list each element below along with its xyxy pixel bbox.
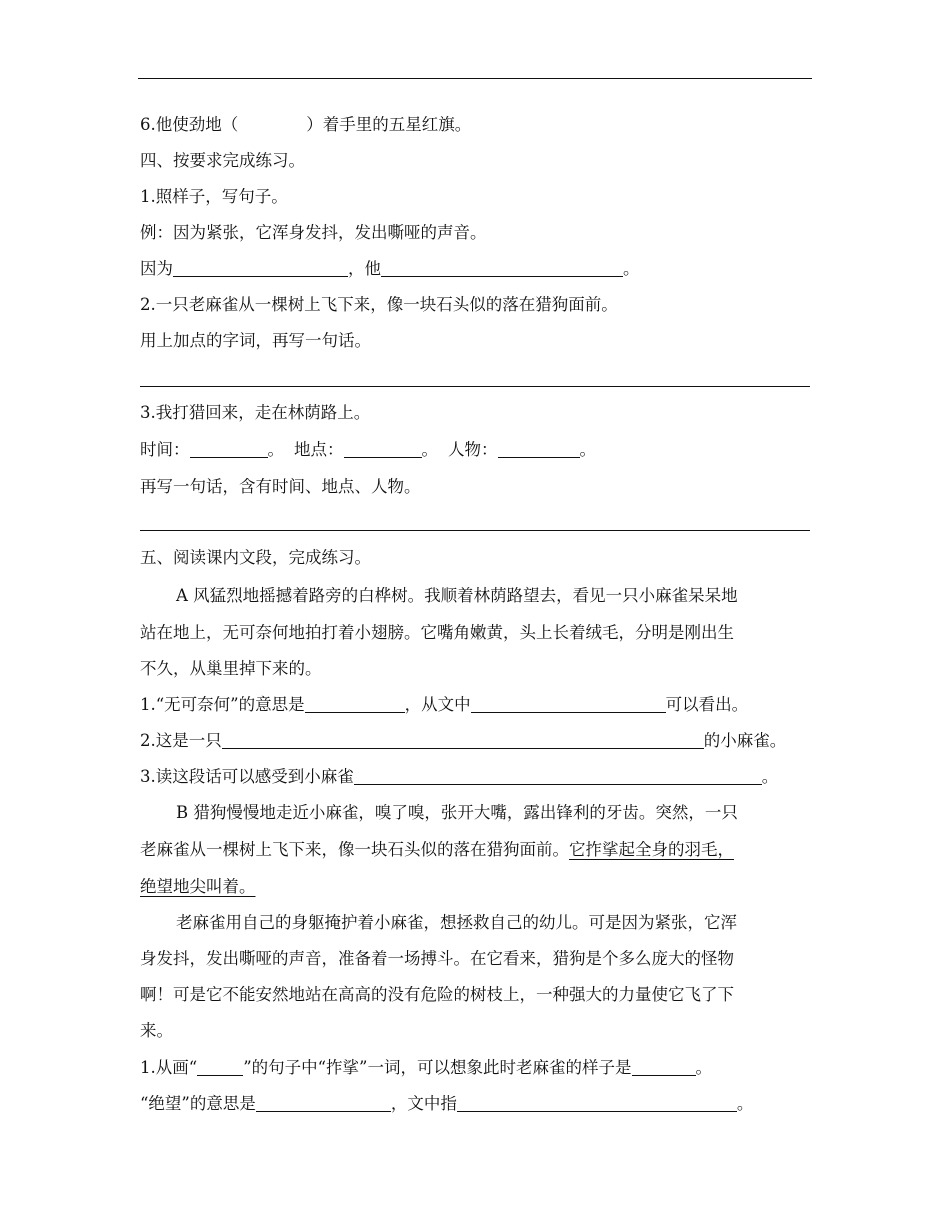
passage-c-line-2: 身发抖，发出嘶哑的声音，准备着一场搏斗。在它看来，猎狗是个多么庞大的怪物 [140, 949, 734, 968]
s4-item1-title: 1.照样子，写句子。 [140, 187, 288, 206]
qb1-p4: “绝望”的意思是 [140, 1094, 256, 1113]
time-label: 时间： [140, 440, 190, 459]
qa3-p2: 。 [761, 767, 779, 786]
qa1-blank-2[interactable] [471, 696, 666, 713]
time-period: 。 [267, 440, 284, 459]
qa1-p2: ，从文中 [404, 695, 471, 714]
s4-item1-blank-2[interactable] [381, 260, 623, 277]
question-a3 [140, 767, 778, 787]
s4-item3-fields [140, 440, 596, 460]
qa3-p1: 3.读这段话可以感受到小麻雀 [140, 767, 354, 786]
s4-item1-example: 例：因为紧张，它浑身发抖，发出嘶哑的声音。 [140, 223, 487, 242]
qa1-p3: 可以看出。 [665, 695, 749, 714]
section-5-heading: 五、阅读课内文段，完成练习。 [140, 548, 371, 567]
passage-b-line-1: B 猎狗慢慢地走近小麻雀，嗅了嗅，张开大嘴，露出锋利的牙齿。突然，一只 [176, 803, 738, 822]
passage-a-line-2: 站在地上，无可奈何地拍打着小翅膀。它嘴角嫩黄，头上长着绒毛，分明是刚出生 [140, 623, 734, 642]
s4-item3-answer-line[interactable] [140, 530, 810, 531]
qa2-blank[interactable] [222, 732, 704, 749]
s4-item3-title: 3.我打猎回来，走在林荫路上。 [140, 403, 371, 422]
passage-b-line-2-plain: 老麻雀从一棵树上飞下来，像一块石头似的落在猎狗面前。 [140, 840, 569, 859]
passage-c-line-4: 来。 [140, 1021, 173, 1040]
qb1-p1: 1.从画“ [140, 1058, 198, 1077]
passage-b-underlined-sentence-part-2: 绝望地尖叫着。 [140, 877, 256, 896]
passage-b-underlined-sentence-part-1: 它拃挲起全身的羽毛， [569, 840, 734, 859]
qa1-p1: 1.“无可奈何”的意思是 [140, 695, 305, 714]
section-4-heading: 四、按要求完成练习。 [140, 151, 305, 170]
qa1-blank-1[interactable] [305, 696, 405, 713]
s4-item1-p3: 。 [623, 259, 640, 278]
s4-item2-answer-line[interactable] [140, 386, 810, 387]
passage-c-line-3: 啊！可是它不能安然地站在高高的没有危险的树枝上，一种强大的力量使它飞了下 [140, 985, 734, 1004]
qb1-p2: ”的句子中“拃挲”一词，可以想象此时老麻雀的样子是 [243, 1058, 632, 1077]
passage-a-line-3: 不久，从巢里掉下来的。 [140, 659, 322, 678]
s4-item1-p2: ，他 [348, 259, 381, 278]
place-period: 。 [421, 440, 438, 459]
qb1-p6: 。 [736, 1094, 754, 1113]
passage-b-line-2 [140, 840, 734, 860]
passage-b-line-3 [140, 877, 256, 897]
s4-item3-instruction: 再写一句话，含有时间、地点、人物。 [140, 477, 421, 496]
question-a1 [140, 695, 748, 715]
s4-item2-title: 2.一只老麻雀从一棵树上飞下来，像一块石头似的落在猎狗面前。 [140, 295, 618, 314]
qa3-blank[interactable] [354, 768, 762, 785]
question-6 [140, 115, 471, 135]
place-blank[interactable] [344, 441, 422, 458]
passage-a-line-1: A 风猛烈地摇撼着路旁的白桦树。我顺着林荫路望去，看见一只小麻雀呆呆地 [176, 586, 738, 605]
question-a2 [140, 731, 786, 751]
qa2-p1: 2.这是一只 [140, 731, 222, 750]
qb1-blank-1 [197, 1059, 243, 1076]
s4-item1-answer [140, 259, 640, 279]
place-label: 地点： [294, 440, 344, 459]
time-blank[interactable] [190, 441, 268, 458]
qb1-blank-2[interactable] [632, 1059, 696, 1076]
person-label: 人物： [448, 440, 498, 459]
person-blank[interactable] [498, 441, 580, 458]
question-b1-line-2 [140, 1094, 753, 1114]
passage-c-line-1: 老麻雀用自己的身躯掩护着小麻雀，想拯救自己的幼儿。可是因为紧张，它浑 [176, 913, 737, 932]
qa2-p2: 的小麻雀。 [703, 731, 787, 750]
question-b1-line-1 [140, 1058, 712, 1078]
header-rule [138, 78, 812, 79]
s4-item2-instruction: 用上加点的字词，再写一句话。 [140, 331, 371, 350]
qb1-blank-4[interactable] [457, 1095, 737, 1112]
s4-item1-p1: 因为 [140, 259, 173, 278]
person-period: 。 [579, 440, 596, 459]
q6-suffix: ）着手里的五星红旗。 [306, 115, 472, 134]
qb1-blank-3[interactable] [256, 1095, 391, 1112]
qb1-p3: 。 [695, 1058, 712, 1077]
q6-prefix: 6.他使劲地（ [140, 115, 239, 134]
s4-item1-blank-1[interactable] [173, 260, 348, 277]
qb1-p5: ，文中指 [390, 1094, 457, 1113]
